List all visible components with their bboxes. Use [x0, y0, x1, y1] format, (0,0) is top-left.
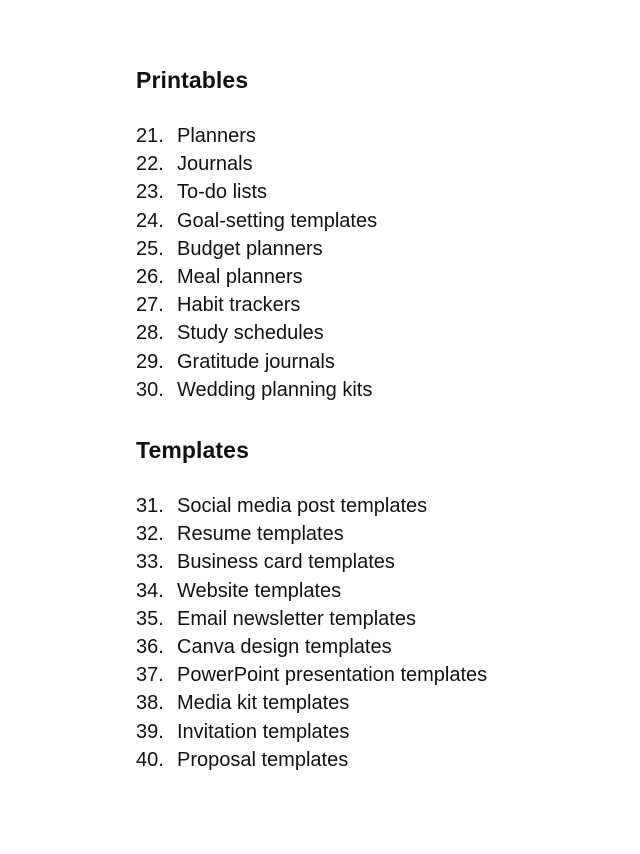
- item-text: Social media post templates: [177, 495, 428, 517]
- list-item: [136, 207, 616, 235]
- list-item: [136, 150, 616, 178]
- printables-list: [136, 122, 616, 404]
- item-number: 32.: [136, 523, 164, 546]
- item-text: Website templates: [177, 579, 342, 602]
- item-number: 31.: [136, 495, 164, 517]
- list-item: [136, 661, 616, 689]
- item-text: Planners: [177, 125, 256, 147]
- list-item: [136, 376, 616, 404]
- item-number: 27.: [136, 294, 164, 317]
- item-text: Media kit templates: [177, 692, 350, 715]
- item-text: Business card templates: [177, 551, 395, 574]
- list-item: [136, 520, 616, 548]
- item-text: Goal-setting templates: [177, 209, 378, 232]
- templates-list: [136, 492, 616, 774]
- section-printables: [136, 64, 616, 404]
- list-item: [136, 263, 616, 291]
- section-title: Printables: [136, 67, 249, 93]
- item-text: Budget planners: [177, 237, 323, 260]
- item-number: 35.: [136, 607, 164, 630]
- item-text: Gratitude journals: [177, 350, 335, 373]
- item-number: 34.: [136, 579, 164, 602]
- list-item: [136, 718, 616, 746]
- item-text: Study schedules: [177, 322, 324, 345]
- list-item: [136, 577, 616, 605]
- item-number: 40.: [136, 748, 164, 771]
- item-number: 37.: [136, 664, 164, 687]
- list-item: [136, 122, 616, 150]
- item-text: Meal planners: [177, 265, 303, 288]
- section-templates: [136, 434, 616, 774]
- item-text: To-do lists: [177, 181, 268, 204]
- item-number: 28.: [136, 322, 164, 345]
- item-text: Wedding planning kits: [177, 378, 373, 401]
- item-text: Habit trackers: [177, 294, 301, 317]
- item-number: 30.: [136, 378, 164, 401]
- item-text: PowerPoint presentation templates: [177, 664, 488, 687]
- item-text: Journals: [177, 153, 253, 176]
- item-number: 24.: [136, 209, 164, 232]
- list-item: [136, 633, 616, 661]
- list-item: [136, 291, 616, 319]
- list-item: [136, 605, 616, 633]
- item-number: 23.: [136, 181, 164, 204]
- list-item: [136, 348, 616, 376]
- item-number: 36.: [136, 635, 164, 658]
- item-text: Proposal templates: [177, 748, 349, 771]
- list-item: [136, 492, 616, 520]
- item-number: 38.: [136, 692, 164, 715]
- item-text: Canva design templates: [177, 635, 392, 658]
- section-title: Templates: [136, 437, 249, 463]
- list-item: [136, 178, 616, 206]
- list-item: [136, 689, 616, 717]
- list-item: [136, 548, 616, 576]
- item-number: 39.: [136, 720, 164, 743]
- item-text: Resume templates: [177, 523, 344, 546]
- item-text: Email newsletter templates: [177, 607, 416, 630]
- item-number: 26.: [136, 265, 164, 288]
- list-item: [136, 235, 616, 263]
- item-number: 33.: [136, 551, 164, 574]
- item-text: Invitation templates: [177, 720, 350, 743]
- item-number: 25.: [136, 237, 164, 260]
- list-item: [136, 319, 616, 347]
- list-item: [136, 746, 616, 774]
- item-number: 29.: [136, 350, 164, 373]
- item-number: 21.: [136, 125, 164, 147]
- item-number: 22.: [136, 153, 164, 176]
